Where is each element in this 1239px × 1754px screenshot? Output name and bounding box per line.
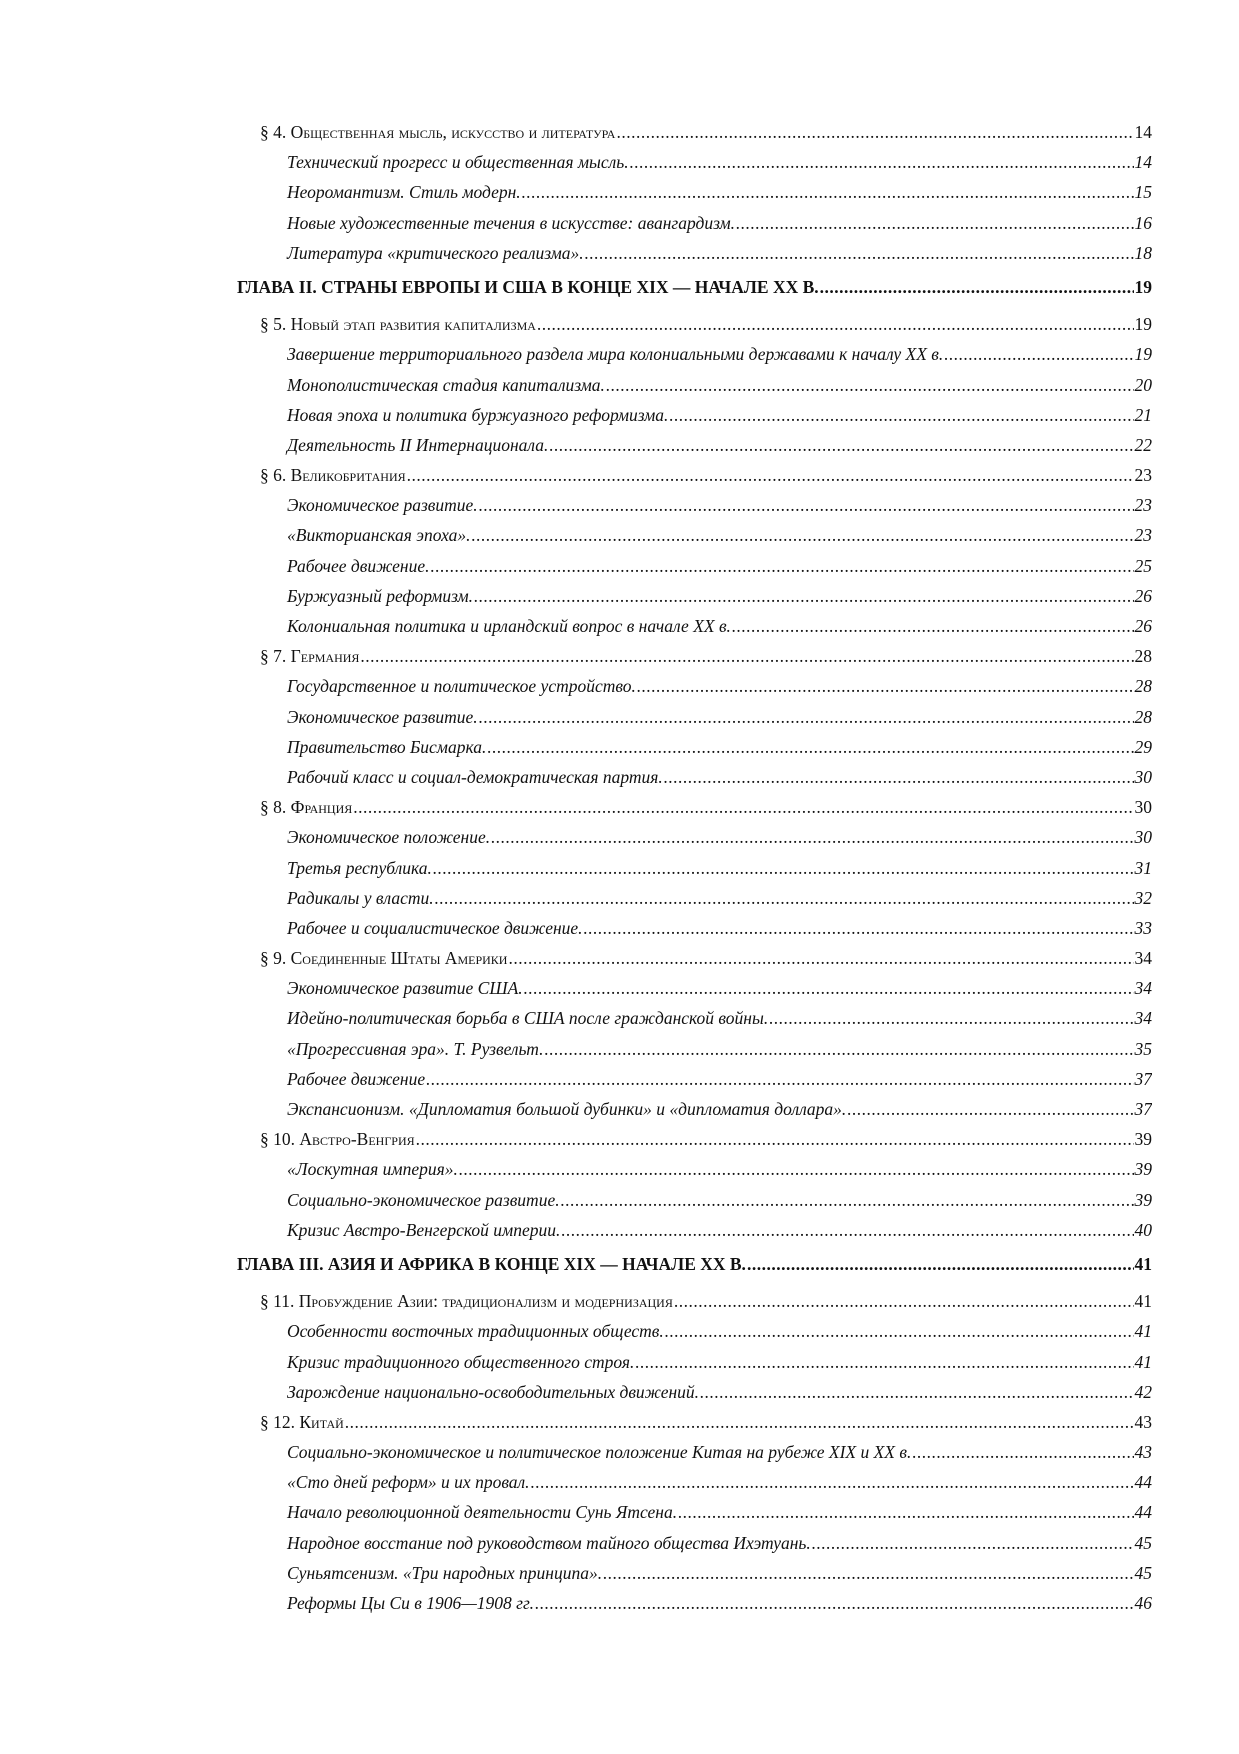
toc-entry-title: Социально-экономическое развитие. xyxy=(287,1189,560,1210)
toc-entry-page: 41 xyxy=(1134,1253,1152,1274)
toc-entry-page: 45 xyxy=(1134,1532,1152,1553)
toc-entry-title: Суньятсенизм. «Три народных принципа». xyxy=(287,1562,603,1583)
toc-entry-page: 22 xyxy=(1134,434,1152,455)
toc-entry-page: 39 xyxy=(1134,1159,1152,1180)
toc-entry-page: 14 xyxy=(1134,122,1152,142)
toc-section[interactable] xyxy=(0,1286,1152,1316)
toc-entry-page: 20 xyxy=(1134,374,1152,395)
toc-entry-page: 29 xyxy=(1134,736,1152,757)
toc-entry-title: Народное восстание под руководством тайного общества Ихэтуань. xyxy=(287,1532,811,1553)
toc-subsection[interactable] xyxy=(0,702,1152,732)
toc-entry-title: § 12. Китай xyxy=(260,1411,344,1432)
toc-entry-title: ГЛАВА III. АЗИЯ И АФРИКА В КОНЦЕ XIX — НАЧАЛЕ XX В. xyxy=(237,1253,746,1274)
toc-entry-page: 35 xyxy=(1134,1038,1152,1059)
dot-leader xyxy=(491,822,1133,852)
toc-subsection[interactable] xyxy=(0,551,1152,581)
dot-leader xyxy=(603,1558,1133,1588)
toc-subsection[interactable] xyxy=(0,370,1152,400)
dot-leader xyxy=(732,611,1134,641)
toc-subsection[interactable] xyxy=(0,1316,1152,1346)
dot-leader xyxy=(944,339,1133,369)
toc-entry-page: 34 xyxy=(1134,948,1152,969)
toc-entry-page: 18 xyxy=(1134,242,1152,263)
toc-entry-title: Радикалы у власти. xyxy=(287,887,434,908)
dot-leader xyxy=(585,238,1134,268)
toc-entry-page: 44 xyxy=(1134,1472,1152,1493)
toc-entry-page: 16 xyxy=(1134,212,1152,233)
dot-leader xyxy=(545,1034,1134,1064)
toc-subsection[interactable] xyxy=(0,1034,1152,1064)
toc-entry-page: 19 xyxy=(1134,344,1152,365)
toc-subsection[interactable] xyxy=(0,611,1152,641)
toc-subsection[interactable] xyxy=(0,1185,1152,1215)
toc-subsection[interactable] xyxy=(0,1094,1152,1124)
dot-leader xyxy=(472,520,1134,550)
toc-entry-title: Буржуазный реформизм. xyxy=(287,585,473,606)
dot-leader xyxy=(561,1215,1133,1245)
dot-leader xyxy=(769,1003,1133,1033)
toc-entry-page: 45 xyxy=(1134,1562,1152,1583)
toc-section[interactable] xyxy=(0,641,1152,671)
toc-entry-title: Начало революционной деятельности Сунь Ятсена. xyxy=(287,1502,678,1523)
toc-entry-title: Монополистическая стадия капитализма. xyxy=(287,374,605,395)
toc-subsection[interactable] xyxy=(0,238,1152,268)
toc-entry-title: § 11. Пробуждение Азии: традиционализм и модернизация xyxy=(260,1291,673,1312)
toc-subsection[interactable] xyxy=(0,1064,1152,1094)
dot-leader xyxy=(584,913,1134,943)
dot-leader xyxy=(549,430,1133,460)
dot-leader xyxy=(606,370,1134,400)
toc-section[interactable] xyxy=(0,460,1152,490)
toc-subsection[interactable] xyxy=(0,520,1152,550)
toc-subsection[interactable] xyxy=(0,1558,1152,1588)
dot-leader xyxy=(522,177,1134,207)
toc-entry-page: 28 xyxy=(1134,676,1152,697)
toc-entry-title: § 9. Соединенные Штаты Америки xyxy=(260,948,508,969)
dot-leader xyxy=(736,208,1133,238)
toc-entry-page: 33 xyxy=(1134,917,1152,938)
toc-entry-page: 23 xyxy=(1134,525,1152,546)
dot-leader xyxy=(700,1377,1133,1407)
table-of-contents xyxy=(0,117,1239,1618)
toc-entry-page: 26 xyxy=(1134,616,1152,636)
toc-entry-title: Правительство Бисмарка. xyxy=(287,736,487,757)
toc-subsection[interactable] xyxy=(0,208,1152,238)
toc-entry-title: Государственное и политическое устройство. xyxy=(287,676,636,697)
toc-subsection[interactable] xyxy=(0,490,1152,520)
toc-subsection[interactable] xyxy=(0,581,1152,611)
toc-entry-page: 41 xyxy=(1134,1291,1152,1312)
toc-entry-page: 43 xyxy=(1134,1411,1152,1432)
toc-entry-title: Экспансионизм. «Дипломатия большой дубинки» и «дипломатия доллара». xyxy=(287,1099,847,1119)
toc-entry-title: § 10. Австро-Венгрия xyxy=(260,1129,415,1150)
toc-subsection[interactable] xyxy=(0,147,1152,177)
dot-leader xyxy=(535,1588,1134,1618)
toc-entry-page: 37 xyxy=(1134,1099,1152,1119)
toc-entry-title: Экономическое положение. xyxy=(287,827,491,848)
toc-section[interactable] xyxy=(0,1407,1152,1437)
dot-leader xyxy=(345,1407,1134,1437)
toc-entry-title: «Викторианская эпоха». xyxy=(287,525,471,546)
dot-leader xyxy=(524,973,1134,1003)
dot-leader xyxy=(678,1497,1133,1527)
dot-leader xyxy=(630,147,1134,177)
dot-leader xyxy=(637,671,1134,701)
toc-subsection[interactable] xyxy=(0,1215,1152,1245)
dot-leader xyxy=(674,1286,1134,1316)
toc-subsection[interactable] xyxy=(0,671,1152,701)
toc-entry-title: Социально-экономическое и политическое положение Китая на рубеже XIX и XX в. xyxy=(287,1442,912,1463)
toc-entry-title: «Лоскутная империя». xyxy=(287,1159,458,1180)
toc-entry-title: Новая эпоха и политика буржуазного реформизма. xyxy=(287,404,669,425)
dot-leader xyxy=(665,1316,1134,1346)
toc-entry-page: 37 xyxy=(1134,1068,1152,1089)
toc-entry-page: 30 xyxy=(1134,827,1152,848)
dot-leader xyxy=(664,762,1134,792)
dot-leader xyxy=(669,400,1133,430)
toc-entry-page: 23 xyxy=(1134,465,1152,486)
toc-subsection[interactable] xyxy=(0,1467,1152,1497)
toc-entry-title: Технический прогресс и общественная мысль. xyxy=(287,152,629,173)
toc-entry-title: Колониальная политика и ирландский вопрос в начале XX в. xyxy=(287,616,731,636)
toc-entry-page: 21 xyxy=(1134,404,1152,425)
toc-subsection[interactable] xyxy=(0,913,1152,943)
dot-leader xyxy=(635,1347,1133,1377)
toc-subsection[interactable] xyxy=(0,1437,1152,1467)
toc-entry-page: 14 xyxy=(1134,152,1152,173)
toc-subsection[interactable] xyxy=(0,853,1152,883)
toc-entry-page: 23 xyxy=(1134,495,1152,516)
toc-entry-page: 44 xyxy=(1134,1502,1152,1523)
toc-chapter[interactable] xyxy=(0,272,1152,302)
toc-entry-page: 28 xyxy=(1134,646,1152,667)
toc-entry-title: Кризис традиционного общественного строя. xyxy=(287,1351,635,1372)
toc-entry-title: Новые художественные течения в искусстве: авангардизм. xyxy=(287,212,736,233)
toc-subsection[interactable] xyxy=(0,1003,1152,1033)
dot-leader xyxy=(459,1154,1134,1184)
toc-entry-page: 28 xyxy=(1134,706,1152,727)
dot-leader xyxy=(820,272,1134,302)
toc-entry-title: § 8. Франция xyxy=(260,797,353,818)
toc-entry-title: Третья республика. xyxy=(287,857,432,878)
dot-leader xyxy=(747,1249,1134,1279)
toc-chapter[interactable] xyxy=(0,1249,1152,1279)
toc-entry-page: 34 xyxy=(1134,1008,1152,1029)
toc-entry-page: 39 xyxy=(1134,1189,1152,1210)
dot-leader xyxy=(353,792,1133,822)
toc-entry-title: Идейно-политическая борьба в США после гражданской войны. xyxy=(287,1008,769,1029)
dot-leader xyxy=(416,1124,1134,1154)
toc-entry-page: 43 xyxy=(1134,1442,1152,1463)
toc-subsection[interactable] xyxy=(0,177,1152,207)
toc-subsection[interactable] xyxy=(0,762,1152,792)
dot-leader xyxy=(812,1528,1134,1558)
toc-entry-page: 46 xyxy=(1134,1593,1152,1613)
toc-subsection[interactable] xyxy=(0,1377,1152,1407)
toc-entry-page: 34 xyxy=(1134,978,1152,999)
dot-leader xyxy=(537,309,1134,339)
toc-entry-title: ГЛАВА II. СТРАНЫ ЕВРОПЫ И США В КОНЦЕ XIX — НАЧАЛЕ XX В. xyxy=(237,276,819,297)
toc-section[interactable] xyxy=(0,943,1152,973)
toc-subsection[interactable] xyxy=(0,400,1152,430)
toc-entry-page: 40 xyxy=(1134,1219,1152,1240)
toc-subsection[interactable] xyxy=(0,973,1152,1003)
toc-entry-title: Реформы Цы Си в 1906—1908 гг. xyxy=(287,1593,534,1613)
toc-entry-title: Неоромантизм. Стиль модерн. xyxy=(287,182,521,203)
toc-entry-title: § 4. Общественная мысль, искусство и литература xyxy=(260,122,616,142)
toc-section[interactable] xyxy=(0,1124,1152,1154)
toc-entry-page: 15 xyxy=(1134,182,1152,203)
toc-entry-title: Рабочее движение. xyxy=(287,555,430,576)
toc-subsection[interactable] xyxy=(0,430,1152,460)
toc-section[interactable] xyxy=(0,117,1152,147)
toc-entry-page: 19 xyxy=(1134,276,1152,297)
toc-entry-title: Экономическое развитие. xyxy=(287,495,478,516)
dot-leader xyxy=(847,1094,1133,1124)
dot-leader xyxy=(561,1185,1134,1215)
toc-subsection[interactable] xyxy=(0,1347,1152,1377)
toc-section[interactable] xyxy=(0,792,1152,822)
toc-subsection[interactable] xyxy=(0,1588,1152,1618)
toc-entry-page: 42 xyxy=(1134,1381,1152,1402)
toc-entry-title: «Прогрессивная эра». Т. Рузвельт. xyxy=(287,1038,544,1059)
toc-entry-title: Рабочий класс и социал-демократическая партия. xyxy=(287,766,663,787)
dot-leader xyxy=(479,702,1134,732)
dot-leader xyxy=(433,853,1134,883)
toc-entry-page: 41 xyxy=(1134,1351,1152,1372)
dot-leader xyxy=(912,1437,1133,1467)
toc-entry-title: Экономическое развитие США. xyxy=(287,978,523,999)
toc-subsection[interactable] xyxy=(0,732,1152,762)
toc-entry-page: 32 xyxy=(1134,887,1152,908)
dot-leader xyxy=(531,1467,1134,1497)
toc-entry-title: Рабочее движение xyxy=(287,1068,426,1089)
toc-entry-title: Деятельность II Интернационала. xyxy=(287,434,549,455)
dot-leader xyxy=(360,641,1133,671)
toc-entry-title: Рабочее и социалистическое движение. xyxy=(287,917,583,938)
toc-entry-title: Зарождение национально-освободительных движений. xyxy=(287,1381,700,1402)
dot-leader xyxy=(508,943,1133,973)
toc-entry-title: § 6. Великобритания xyxy=(260,465,406,486)
toc-subsection[interactable] xyxy=(0,339,1152,369)
toc-entry-title: Кризис Австро-Венгерской империи. xyxy=(287,1219,561,1240)
dot-leader xyxy=(407,460,1134,490)
toc-entry-title: § 5. Новый этап развития капитализма xyxy=(260,314,536,335)
dot-leader xyxy=(479,490,1134,520)
toc-subsection[interactable] xyxy=(0,1497,1152,1527)
dot-leader xyxy=(426,1064,1133,1094)
toc-subsection[interactable] xyxy=(0,1154,1152,1184)
toc-entry-title: Экономическое развитие. xyxy=(287,706,478,727)
dot-leader xyxy=(431,551,1134,581)
toc-entry-page: 30 xyxy=(1134,766,1152,787)
dot-leader xyxy=(474,581,1134,611)
dot-leader xyxy=(487,732,1133,762)
toc-subsection[interactable] xyxy=(0,883,1152,913)
toc-entry-page: 41 xyxy=(1134,1321,1152,1342)
toc-entry-title: «Сто дней реформ» и их провал. xyxy=(287,1472,530,1493)
dot-leader xyxy=(616,117,1133,147)
toc-entry-page: 25 xyxy=(1134,555,1152,576)
toc-entry-page: 39 xyxy=(1134,1129,1152,1150)
toc-entry-page: 26 xyxy=(1134,585,1152,606)
toc-entry-page: 31 xyxy=(1134,857,1152,878)
toc-entry-title: Литература «критического реализма». xyxy=(287,242,584,263)
toc-subsection[interactable] xyxy=(0,1528,1152,1558)
toc-entry-page: 30 xyxy=(1134,797,1152,818)
toc-entry-title: Особенности восточных традиционных обществ. xyxy=(287,1321,664,1342)
toc-entry-title: § 7. Германия xyxy=(260,646,360,667)
dot-leader xyxy=(435,883,1134,913)
toc-subsection[interactable] xyxy=(0,822,1152,852)
toc-entry-page: 19 xyxy=(1134,314,1152,335)
toc-entry-title: Завершение территориального раздела мира колониальными державами к началу XX в. xyxy=(287,344,944,365)
toc-section[interactable] xyxy=(0,309,1152,339)
